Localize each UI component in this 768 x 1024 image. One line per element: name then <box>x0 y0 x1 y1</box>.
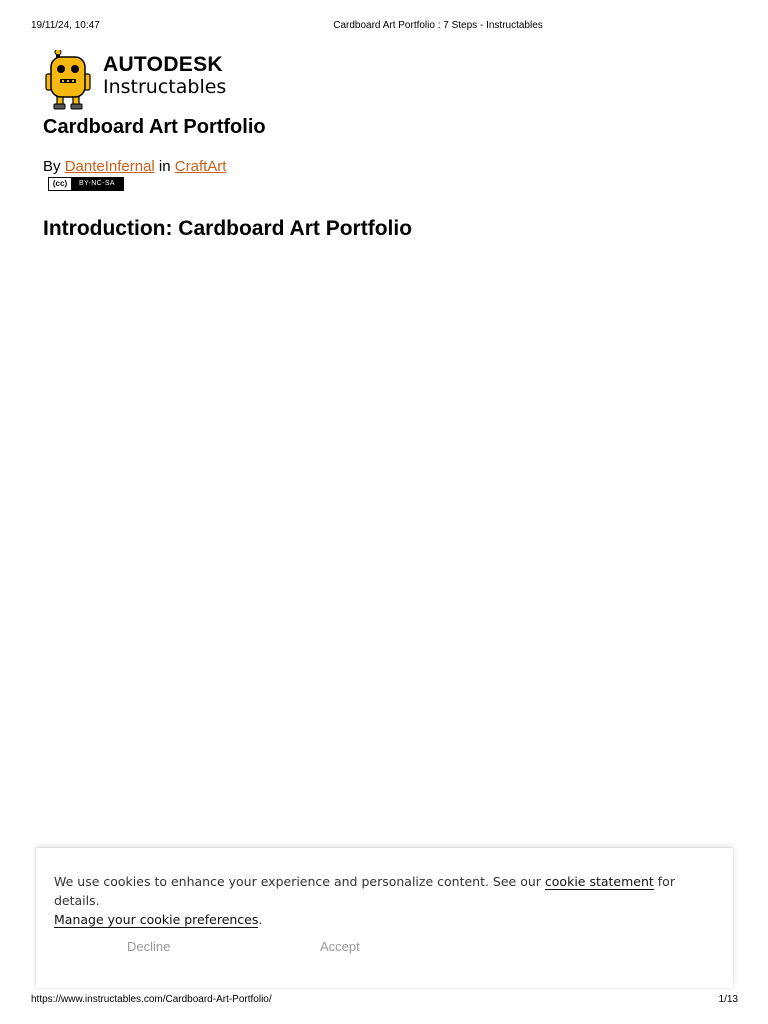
license-terms: BY-NC-SA <box>71 178 123 190</box>
cookie-message <box>54 872 724 929</box>
print-page-title: Cardboard Art Portfolio : 7 Steps - Instructables <box>333 20 543 31</box>
print-datetime: 19/11/24, 10:47 <box>31 20 100 31</box>
instructables-logo[interactable] <box>42 50 262 110</box>
cookie-statement-link[interactable]: cookie statement <box>544 874 654 889</box>
cookie-text-after: for details. <box>54 874 675 908</box>
cookie-text-before: We use cookies to enhance your experience and personalize content. See our <box>54 874 545 889</box>
cookie-preferences-after: . <box>258 912 263 927</box>
accept-button[interactable]: Accept <box>320 936 360 956</box>
byline <box>43 158 226 176</box>
byline-in: in <box>158 158 171 175</box>
cc-icon: (cc) <box>49 178 71 190</box>
decline-button[interactable]: Decline <box>127 936 170 956</box>
brand-product: Instructables <box>103 76 227 98</box>
print-page-counter: 1/13 <box>718 994 738 1005</box>
article-title: Cardboard Art Portfolio <box>43 116 266 138</box>
print-url: https://www.instructables.com/Cardboard-Art-Portfolio/ <box>31 994 272 1005</box>
cookie-banner <box>36 848 733 988</box>
author-link[interactable]: DanteInfernal <box>64 158 155 175</box>
brand-company: AUTODESK <box>103 53 223 76</box>
robot-mascot-icon <box>42 50 94 110</box>
cookie-preferences-link[interactable]: Manage your cookie preferences <box>54 912 259 927</box>
license-badge[interactable] <box>48 177 124 191</box>
byline-prefix: By <box>43 158 61 175</box>
intro-heading: Introduction: Cardboard Art Portfolio <box>43 217 413 240</box>
category-link[interactable]: CraftArt <box>174 158 227 175</box>
